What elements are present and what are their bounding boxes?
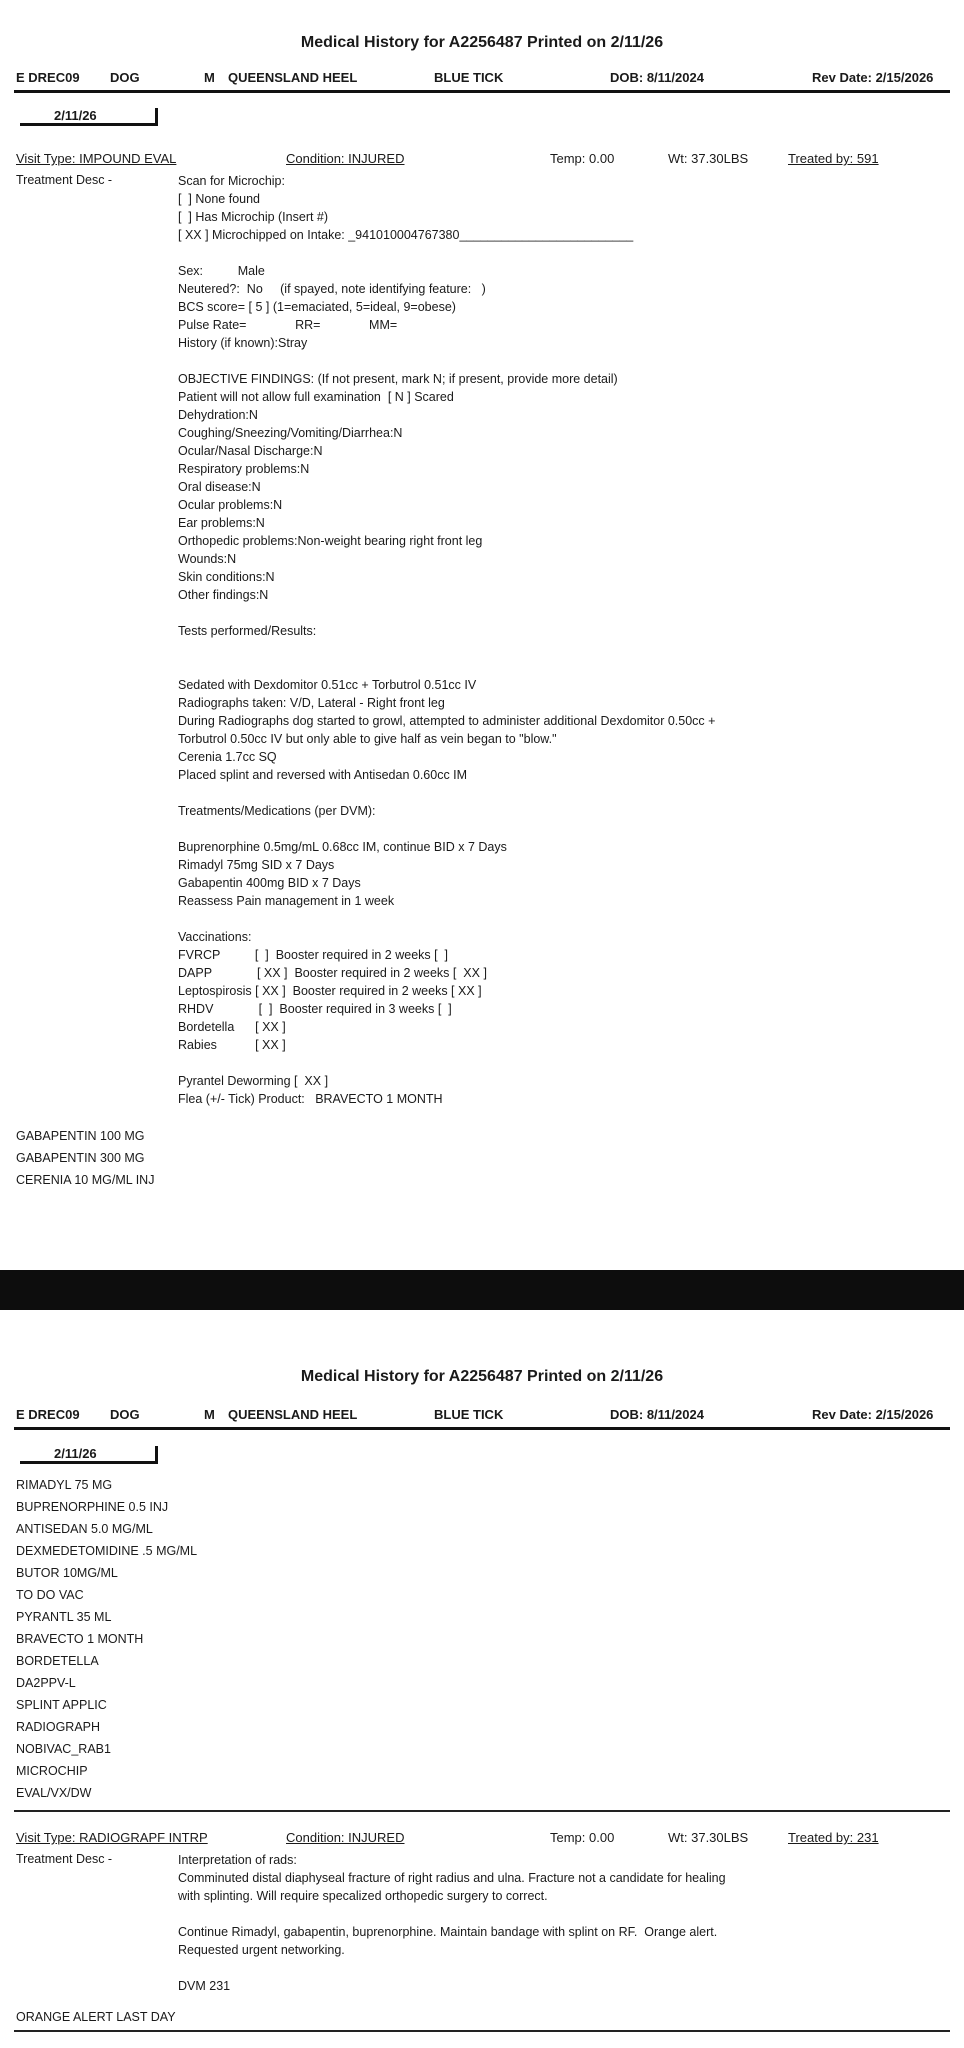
desc-line [178,784,918,802]
visit-date: 2/11/26 [20,108,158,126]
desc-line: Coughing/Sneezing/Vomiting/Diarrhea:N [178,426,403,440]
visit-type: Visit Type: RADIOGRAPF INTRP [16,1830,208,1845]
treated-by: Treated by: 591 [788,151,879,166]
treatment-desc-label: Treatment Desc - [16,173,113,187]
desc-line: Orthopedic problems:Non-weight bearing right front leg [178,534,483,548]
visit-header [14,1830,950,1848]
treatment-desc-label: Treatment Desc - [16,1852,113,1866]
visit-temp: Temp: 0.00 [550,1830,615,1845]
alert-footer: ORANGE ALERT LAST DAY [16,2010,176,2024]
list-item: NOBIVAC_RAB1 [16,1742,111,1756]
rev-date: Rev Date: 2/15/2026 [812,1407,934,1422]
desc-line: Pyrantel Deworming [ XX ] [178,1074,329,1088]
list-item: BUPRENORPHINE 0.5 INJ [16,1500,169,1514]
desc-line: Ocular/Nasal Discharge:N [178,444,323,458]
desc-line [178,820,918,838]
rev-date: Rev Date: 2/15/2026 [812,70,934,85]
desc-line: Bordetella [ XX ] [178,1020,286,1034]
visit-condition: Condition: INJURED [286,1830,405,1845]
desc-line: Other findings:N [178,588,269,602]
patient-species: DOG [110,70,140,85]
list-item: DA2PPV-L [16,1676,76,1690]
list-item: TO DO VAC [16,1588,84,1602]
desc-line: Comminuted distal diaphyseal fracture of right radius and ulna. Fracture not a candidate for healing [178,1871,726,1885]
desc-line: Neutered?: No (if spayed, note identifying feature: ) [178,282,486,296]
patient-header [14,70,950,93]
page-title: Medical History for A2256487 Printed on 2/11/26 [300,34,664,51]
desc-line [178,658,918,676]
desc-line: RHDV [ ] Booster required in 3 weeks [ ] [178,1002,452,1016]
divider [14,1810,950,1812]
desc-line [178,1959,918,1977]
visit-weight: Wt: 37.30LBS [668,1830,749,1845]
desc-line: Oral disease:N [178,480,261,494]
treatment-desc [178,172,918,1108]
list-item: CERENIA 10 MG/ML INJ [16,1173,155,1187]
record-page-2 [0,1310,964,2048]
visit-condition: Condition: INJURED [286,151,405,166]
patient-breed: QUEENSLAND HEEL [228,1407,358,1422]
desc-line: Sex: Male [178,264,265,278]
desc-line [178,1905,918,1923]
desc-line [178,352,918,370]
item-list [16,1474,197,1804]
desc-line: Leptospirosis [ XX ] Booster required in 2 weeks [ XX ] [178,984,482,998]
list-item: GABAPENTIN 300 MG [16,1151,145,1165]
patient-header [14,1407,950,1430]
desc-line: Vaccinations: [178,930,252,944]
list-item: BORDETELLA [16,1654,99,1668]
page-separator [0,1270,964,1310]
desc-line: Gabapentin 400mg BID x 7 Days [178,876,361,890]
desc-line: Rabies [ XX ] [178,1038,286,1052]
list-item: BUTOR 10MG/ML [16,1566,118,1580]
desc-line: Cerenia 1.7cc SQ [178,750,277,764]
divider [14,2030,950,2032]
list-item: MICROCHIP [16,1764,88,1778]
desc-line: History (if known):Stray [178,336,308,350]
desc-line [178,640,918,658]
desc-line [178,604,918,622]
desc-line: Torbutrol 0.50cc IV but only able to give half as vein began to "blow." [178,732,557,746]
desc-line: Respiratory problems:N [178,462,310,476]
desc-line: DVM 231 [178,1979,231,1993]
visit-weight: Wt: 37.30LBS [668,151,749,166]
visit-date: 2/11/26 [20,1446,158,1464]
desc-line: Placed splint and reversed with Antisedan 0.60cc IM [178,768,468,782]
item-list [16,1125,154,1191]
desc-line: FVRCP [ ] Booster required in 2 weeks [ ] [178,948,449,962]
list-item: RIMADYL 75 MG [16,1478,113,1492]
patient-color: BLUE TICK [434,70,504,85]
desc-line: OBJECTIVE FINDINGS: (If not present, mark N; if present, provide more detail) [178,372,618,386]
list-item: PYRANTL 35 ML [16,1610,112,1624]
desc-line: Skin conditions:N [178,570,275,584]
list-item: EVAL/VX/DW [16,1786,92,1800]
desc-line: Pulse Rate= RR= MM= [178,318,398,332]
list-item: DEXMEDETOMIDINE .5 MG/ML [16,1544,198,1558]
desc-line: Dehydration:N [178,408,258,422]
patient-sex: M [204,1407,215,1422]
visit-type: Visit Type: IMPOUND EVAL [16,151,177,166]
desc-line: Sedated with Dexdomitor 0.51cc + Torbutrol 0.51cc IV [178,678,477,692]
desc-line: [ XX ] Microchipped on Intake: _941010004767380_________________________ [178,228,634,242]
desc-line: Patient will not allow full examination [ N ] Scared [178,390,454,404]
patient-dob: DOB: 8/11/2024 [610,1407,704,1422]
treatment-desc [178,1851,918,1995]
patient-id: E DREC09 [16,70,80,85]
desc-line: [ ] Has Microchip (Insert #) [178,210,329,224]
list-item: BRAVECTO 1 MONTH [16,1632,144,1646]
desc-line: Reassess Pain management in 1 week [178,894,395,908]
desc-line: Tests performed/Results: [178,624,317,638]
desc-line: Radiographs taken: V/D, Lateral - Right front leg [178,696,445,710]
desc-line: During Radiographs dog started to growl, attempted to administer additional Dexdomitor 0.50cc + [178,714,716,728]
patient-species: DOG [110,1407,140,1422]
desc-line: BCS score= [ 5 ] (1=emaciated, 5=ideal, 9=obese) [178,300,456,314]
desc-line: Ear problems:N [178,516,265,530]
desc-line: Ocular problems:N [178,498,283,512]
patient-id: E DREC09 [16,1407,80,1422]
desc-line: DAPP [ XX ] Booster required in 2 weeks [ XX ] [178,966,487,980]
visit-temp: Temp: 0.00 [550,151,615,166]
patient-dob: DOB: 8/11/2024 [610,70,704,85]
desc-line: [ ] None found [178,192,261,206]
patient-color: BLUE TICK [434,1407,504,1422]
desc-line [178,1054,918,1072]
treated-by: Treated by: 231 [788,1830,879,1845]
desc-line: Scan for Microchip: [178,174,285,188]
page-title: Medical History for A2256487 Printed on 2/11/26 [300,1368,664,1385]
desc-line: Requested urgent networking. [178,1943,345,1957]
desc-line: Treatments/Medications (per DVM): [178,804,376,818]
patient-breed: QUEENSLAND HEEL [228,70,358,85]
list-item: SPLINT APPLIC [16,1698,107,1712]
desc-line: Continue Rimadyl, gabapentin, buprenorphine. Maintain bandage with splint on RF. Orange alert. [178,1925,718,1939]
list-item: RADIOGRAPH [16,1720,101,1734]
list-item: GABAPENTIN 100 MG [16,1129,145,1143]
desc-line [178,910,918,928]
list-item: ANTISEDAN 5.0 MG/ML [16,1522,153,1536]
desc-line: with splinting. Will require specalized orthopedic surgery to correct. [178,1889,548,1903]
visit-header [14,151,950,169]
patient-sex: M [204,70,215,85]
desc-line: Wounds:N [178,552,237,566]
desc-line [178,244,918,262]
desc-line: Buprenorphine 0.5mg/mL 0.68cc IM, continue BID x 7 Days [178,840,507,854]
desc-line: Flea (+/- Tick) Product: BRAVECTO 1 MONTH [178,1092,443,1106]
desc-line: Rimadyl 75mg SID x 7 Days [178,858,335,872]
desc-line: Interpretation of rads: [178,1853,297,1867]
